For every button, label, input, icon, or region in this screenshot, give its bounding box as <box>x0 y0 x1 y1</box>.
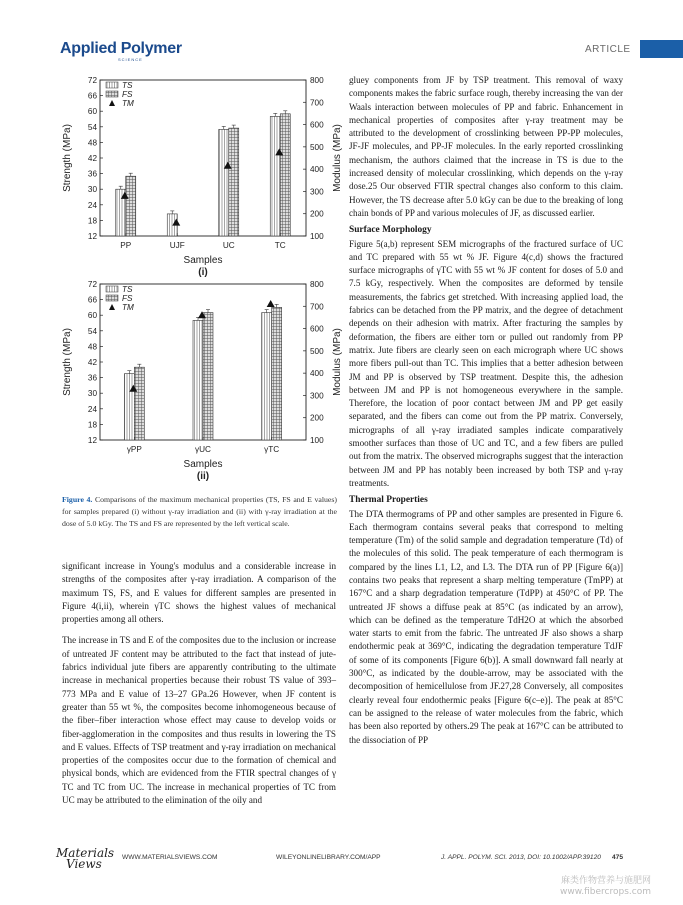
right-column <box>349 74 623 747</box>
legend-swatch-fs <box>106 91 118 97</box>
x-tick-label: γUC <box>195 445 211 454</box>
bar-ts <box>193 320 203 440</box>
y2-tick-label: 700 <box>310 98 324 108</box>
y-tick-label: 36 <box>87 169 97 179</box>
y2-tick-label: 500 <box>310 346 324 356</box>
y2-tick-label: 100 <box>310 436 324 445</box>
legend-swatch-ts <box>106 286 118 292</box>
materials-views-logo: Materials Views <box>56 846 115 871</box>
paragraph: The DTA thermograms of PP and other samples are presented in Figure 6. Each thermogram contains several peaks that correspond to melting temperature (Tm) of the solid sample and degradation temperature (Td) of the molecules of this solid. The peak temperature of each thermogram is compared by the lines L1, L2, and L3. The DTA run of PP [Figure 6(a)] contains two peaks that represent a sharp melting temperature (TmPP) at 167°C and a sharp degradation temperature (TdPP) at 450°C of PP. The untreated JF shows a diffuse peak at 85°C (as indicated by an arrow), which can be defined as the temperature TdH2O at which the absorbed water starts to emit from the fabric. The untreated JF also shows a sharp endothermic peak at 369°C, indicating the degradation temperature TdJF of some of its components [Figure 6(b)]. A small downward fall nearly at 300°C, as indicated by the double-arrow, may be associated with the decomposition of hemicellulose from JF.27,28 Conversely, all composites clearly reveal four endothermic peaks [Figure 6(c–e)]. The peak at 85°C can be assigned to the release of water molecules from the fabric, which has been also reported by others.29 The peak at 167°C can be attributed to the dissociation of PP <box>349 508 623 745</box>
y-tick-label: 30 <box>87 185 97 195</box>
legend-label-tm: TM <box>122 99 134 108</box>
x-tick-label: UC <box>222 241 235 250</box>
paragraph: The increase in TS and E of the composites due to the inclusion or increase of untreated JF content may be attributed to the fact that instead of jute-fabrics individual jute fibers are apparently contributing to the ultimate increase in mechanical properties because their robust TS value of 393–773 MPa and E value of 13–27 GPa.26 However, when JF content is greater than 55 wt %, the composites become inhomogeneous because of the fiber–fiber interaction whose effect may cause to develop voids or fiber-agglomeration in the composites and thus results in lowering the TS and E values. Effects of TSP treatment and γ-ray irradiation on mechanical properties of the composites occur due to the formation of chemical and physical bonds, which are evidenced from the FTIR spectral changes of γ TC and TC from UC. The increase in mechanical properties of TC from UC may be attributed to the elimination of the oily and <box>62 635 336 806</box>
legend-swatch-fs <box>106 295 118 301</box>
page-number: 475 <box>612 854 624 861</box>
journal-subtitle: SCIENCE <box>118 57 143 62</box>
y2-tick-label: 300 <box>310 187 324 197</box>
y-tick-label: 72 <box>87 280 97 289</box>
journal-title: Applied Polymer <box>60 40 182 57</box>
legend-label-ts: TS <box>122 81 133 90</box>
y2-tick-label: 200 <box>310 209 324 219</box>
caption-label: Figure 4. <box>62 495 93 504</box>
section-tag: ARTICLE <box>585 44 631 55</box>
figure-caption <box>62 494 337 530</box>
y2-tick-label: 700 <box>310 302 324 312</box>
y-tick-label: 54 <box>87 326 97 336</box>
legend-marker-tm <box>109 304 115 310</box>
y-tick-label: 42 <box>87 358 97 367</box>
section-color-bar <box>640 40 683 58</box>
y2-tick-label: 600 <box>310 324 324 334</box>
y-tick-label: 66 <box>87 91 97 101</box>
y2-tick-label: 300 <box>310 391 324 401</box>
bar-ts <box>124 374 134 440</box>
x-tick-label: PP <box>120 241 132 250</box>
caption-text: Comparisons of the maximum mechanical properties (TS, FS and E values) for samples prepared (i) without γ-ray irradiation and (ii) with γ-ray irradiation at the dose of 5.0 kGy. The TS and FS are represented by the left vertical scale. <box>62 495 337 528</box>
y-tick-label: 48 <box>87 138 97 148</box>
y-axis-label: Strength (MPa) <box>62 328 73 396</box>
bar-fs <box>280 114 290 236</box>
chart-panel-i <box>62 76 343 278</box>
footer-citation: J. APPL. POLYM. SCI. 2013, DOI: 10.1002/APP.39120 <box>441 854 601 861</box>
y2-tick-label: 200 <box>310 413 324 423</box>
y2-tick-label: 800 <box>310 280 324 289</box>
bar-ts <box>270 116 280 236</box>
bar-fs <box>126 176 136 236</box>
bar-fs <box>134 367 144 440</box>
footer-site-2[interactable]: WILEYONLINELIBRARY.COM/APP <box>276 854 381 861</box>
y-tick-label: 18 <box>87 216 97 226</box>
x-tick-label: TC <box>274 241 286 250</box>
paragraph: Figure 5(a,b) represent SEM micrographs of the fractured surface of UC and TC prepared with 55 wt % JF. Figure 4(c,d) shows the fractured surface micrographs of γTC with 55 wt % JF content for doses of 5.0 and 7.5 kGy, respectively. When the composites are deformed by tensile measurements, the fabrics get stretched. With increasing applied load, the fabrics can be detached from the PP matrix, and the degree of detachment depends on their adhesion with matrix. After fracturing the samples by deformation, the fibers are either torn or pulled out randomly from PP matrix. Jute fibers are clearly seen on each micrograph where UC shows more fibers pull-out than TC. This implies that a better adhesion between JM and PP is observed by TSP treatment. Despite this, the adhesion between JM and PP is not homogeneous everywhere in the sample. Therefore, the location of poor contact between JM and PP get easily separated, and the fibers can come out from the PP matrix. Conversely, micrographs of all γ-ray irradiated samples indicate comparatively smoother surfaces than those of UC and TC, and a few fibers are pulled out from the matrix. The observed micrographs suggest that the interaction between JM and PP has notably been increased by both TSP and γ-ray treatments. <box>349 238 623 488</box>
y2-axis-label: Modulus (MPa) <box>332 328 343 396</box>
y2-tick-label: 600 <box>310 120 324 130</box>
y-tick-label: 42 <box>87 154 97 163</box>
y2-tick-label: 400 <box>310 165 324 175</box>
y2-tick-label: 500 <box>310 142 324 152</box>
paragraph: significant increase in Young's modulus and a considerable increase in strengths of the composites after γ-ray irradiation. A comparison of the maximum TS, FS, and E values for different samples are presented in Figure 4(i,ii), wherein γTC shows the highest values of mechanical properties among all others. <box>62 561 336 625</box>
left-column <box>62 560 336 807</box>
point-tm <box>267 300 275 307</box>
y-axis-label: Strength (MPa) <box>62 124 73 192</box>
y-tick-label: 48 <box>87 342 97 352</box>
legend-label-fs: FS <box>122 90 133 99</box>
y2-tick-label: 800 <box>310 76 324 85</box>
y-tick-label: 60 <box>87 311 97 321</box>
legend-label-ts: TS <box>122 285 133 294</box>
panel-label: (ii) <box>196 471 210 482</box>
y-tick-label: 12 <box>87 232 97 241</box>
y-tick-label: 12 <box>87 436 97 445</box>
y-tick-label: 36 <box>87 373 97 383</box>
x-tick-label: UJF <box>169 241 185 250</box>
legend-label-fs: FS <box>122 294 133 303</box>
section-heading: Thermal Properties <box>349 495 428 506</box>
x-axis-label: Samples <box>183 255 223 266</box>
bar-ts <box>219 129 229 236</box>
y2-tick-label: 400 <box>310 369 324 379</box>
x-tick-label: γTC <box>264 445 280 454</box>
paragraph: gluey components from JF by TSP treatment. This removal of waxy components makes the fabric surface rough, thereby increasing the van der Waals interaction between molecules of PP and fabric. Enhancement in mechanical properties of composites after γ-ray treatment may be attributed to the development of crosslinking between PP-PP molecules, JF-JF molecules, and PP-JF molecules. In the early reported crosslinking mechanism, the authors claimed that the increase in TS is due to the increased density of molecular crosslinking, which depends on the γ-ray dose.25 Our observed FTIR spectral changes also conform to this claim. However, the TS decrease after 5.0 kGy can be due to the breaking of long chain bonds of PP and various molecules of JF, as discussed earlier. <box>349 75 623 218</box>
chart-panel-ii <box>62 280 343 482</box>
bar-fs <box>229 128 239 236</box>
y-tick-label: 60 <box>87 107 97 117</box>
y-tick-label: 18 <box>87 420 97 430</box>
y2-tick-label: 100 <box>310 232 324 241</box>
panel-label: (i) <box>198 267 208 278</box>
bar-fs <box>203 313 213 440</box>
y-tick-label: 66 <box>87 295 97 305</box>
bar-ts <box>262 313 272 440</box>
bar-fs <box>272 307 282 440</box>
y-tick-label: 54 <box>87 122 97 132</box>
y2-axis-label: Modulus (MPa) <box>332 124 343 192</box>
y-tick-label: 24 <box>87 404 97 414</box>
y-tick-label: 24 <box>87 200 97 210</box>
y-tick-label: 30 <box>87 389 97 399</box>
section-heading: Surface Morphology <box>349 225 432 236</box>
y-tick-label: 72 <box>87 76 97 85</box>
footer-site-1[interactable]: WWW.MATERIALSVIEWS.COM <box>122 854 218 861</box>
x-axis-label: Samples <box>183 459 223 470</box>
x-tick-label: γPP <box>126 445 142 454</box>
figure-4 <box>56 70 346 490</box>
legend-swatch-ts <box>106 82 118 88</box>
legend-label-tm: TM <box>122 303 134 312</box>
watermark: 麻类作物营养与施肥网 www.fibercrops.com <box>560 876 651 897</box>
legend-marker-tm <box>109 100 115 106</box>
